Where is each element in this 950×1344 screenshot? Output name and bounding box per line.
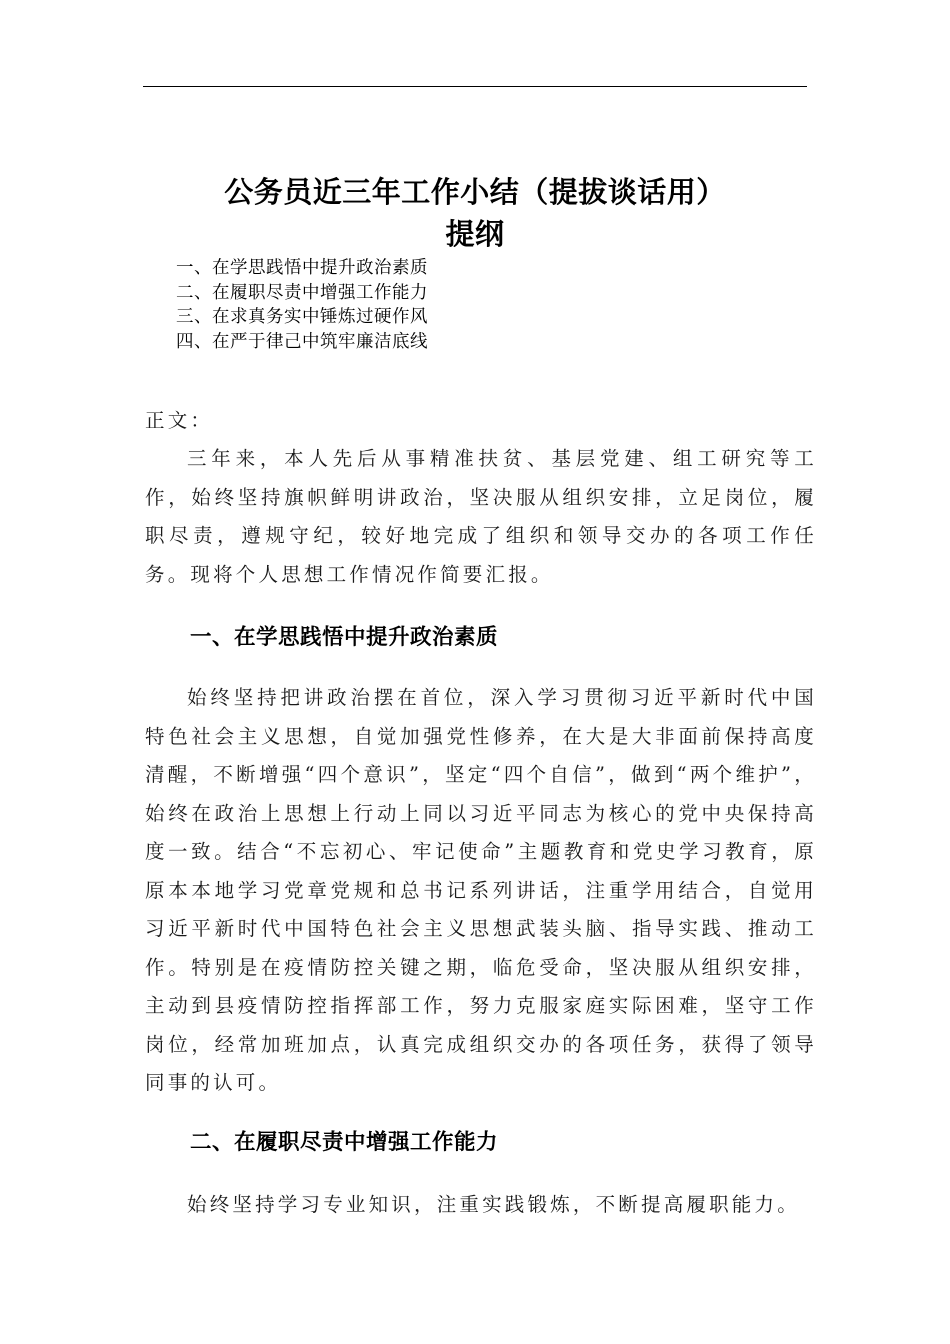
intro-paragraph: 三年来，本人先后从事精准扶贫、基层党建、组工研究等工作，始终坚持旗帜鲜明讲政治，坚决服从组织安排，立足岗位，履职尽责，遵规守纪，较好地完成了组织和领导交办的各项工作任务。现将个人思想工作情况作简要汇报。 [145,447,817,586]
section-heading: 二、在履职尽责中增强工作能力 [190,1130,499,1155]
section-heading: 一、在学思践悟中提升政治素质 [190,625,499,650]
section-paragraph: 始终坚持学习专业知识，注重实践锻炼，不断提高履职能力。 [187,1193,800,1216]
body-label: 正文： [145,409,214,432]
outline-item: 三、在求真务实中锤炼过硬作风 [176,307,428,327]
outline-item: 二、在履职尽责中增强工作能力 [176,282,428,303]
section-paragraph: 始终坚持把讲政治摆在首位，深入学习贯彻习近平新时代中国特色社会主义思想，自觉加强党性修养，在大是大非面前保持高度清醒，不断增强“四个意识”，坚定“四个自信”，做到“两个维护”，始终在政治上思想上行动上同以习近平同志为核心的党中央保持高度一致。结合“不忘初心、牢记使命”主题教育和党史学习教育，原原本本地学习党章党规和总书记系列讲话，注重学用结合，自觉用习近平新时代中国特色社会主义思想武装头脑、指导实践、推动工作。特别是在疫情防控关键之期，临危受命，坚决服从组织安排，主动到县疫情防控指挥部工作，努力克服家庭实际困难，坚守工作岗位，经常加班加点，认真完成组织交办的各项任务，获得了领导同事的认可。 [145,686,817,1094]
document-subtitle: 提纲 [445,217,505,251]
outline-item: 四、在严于律己中筑牢廉洁底线 [176,331,428,352]
document-title: 公务员近三年工作小结（提拔谈话用） [224,175,726,209]
outline-list [176,256,428,354]
header-rule [143,86,807,87]
outline-item: 一、在学思践悟中提升政治素质 [176,258,428,278]
